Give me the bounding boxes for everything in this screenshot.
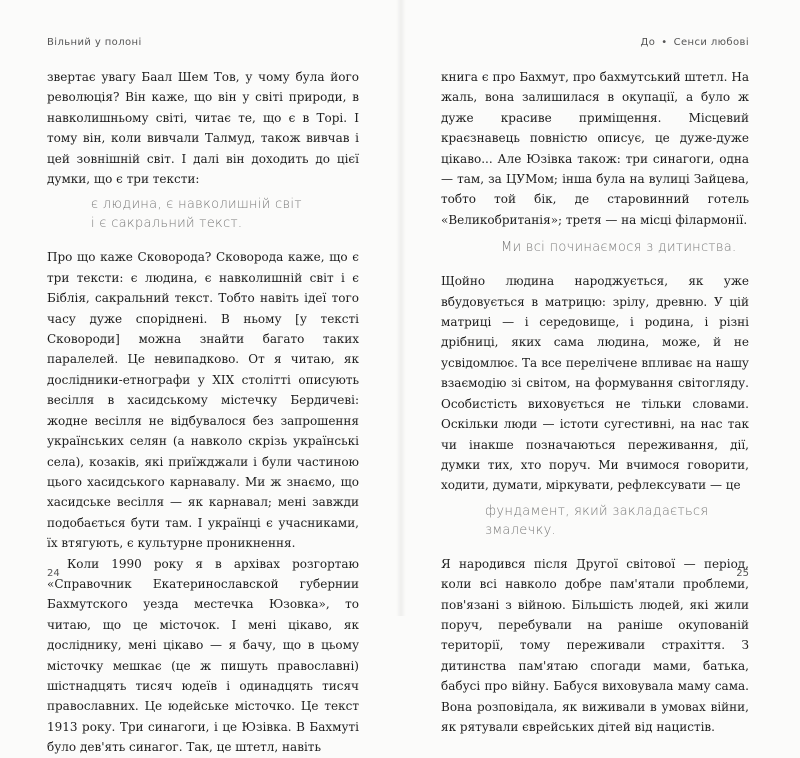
page-number-left: 24 — [47, 568, 60, 579]
pull-quote-line: Ми всі починаємося з дитинства. — [501, 240, 737, 256]
paragraph: Щойно людина народжується, як уже вбудовується в матрицю: зрілу, древню. У цій матриці — і середовище, і родина, і різні дрібниці, яких сама людина, може, й не усвідомлює. Та все перелічене впливає на нашу взаємодію зі світом, на формування світогляду. Особистість виховується не тільки словами. Оскільки люди — істоти сугестивні, на нас так чи інакше позначаються переживання, дії, думки тих, хто поруч. Ми вчимося говорити, ходити, думати, міркувати, рефлексувати — це — [441, 274, 749, 493]
running-header-left: Вільний у полоні — [47, 37, 142, 48]
paragraph: Коли 1990 року я в архівах розгортаю «Справочник Екатеринославской губернии Бахмутского уезда местечка Юзовка», то читаю, що це місточок. І мені цікаво, як досліднику, мені цікаво — я бачу, що в цьому місточку мешкає (це ж пишуть православні) шістнадцять тисяч юдеїв і одинадцять тисяч православних. Це юдейське місточко. Це текст 1913 року. Три синагоги, і це Юзівка. В Бахмуті було дев'ять синагог. Так, це штетл, навіть — [47, 556, 359, 755]
pull-quote-line: змалечку. — [485, 522, 557, 538]
paragraph: Я народився після Другої світової — період, коли всі навколо добре пам'ятали проблеми, пов'язані з війною. Більшість людей, які жили поруч, перебували на раніше окупованій території, тому переживали страхіття. З дитинства пам'ятаю спогади мами, батька, бабусі про війну. Бабуся виховувала маму сама. Вона розповідала, як виживали в умовах війни, як рятували єврейських дітей від нацистів. — [441, 556, 749, 734]
right-page — [400, 0, 800, 734]
pull-quote — [47, 195, 359, 233]
pull-quote — [441, 502, 749, 540]
running-header-section: До — [640, 37, 656, 48]
header-separator: • — [661, 37, 668, 48]
pull-quote-line: є людина, є навколишній світ — [91, 197, 302, 213]
left-page-body — [47, 67, 359, 758]
pull-quote-line: і є сакральний текст. — [91, 216, 243, 232]
right-page-body — [441, 67, 749, 737]
running-header-right — [641, 37, 749, 48]
left-page — [0, 0, 400, 755]
pull-quote-line: фундамент, який закладається — [485, 503, 709, 519]
pull-quote — [441, 238, 749, 257]
running-header-chapter: Сенси любові — [673, 37, 749, 48]
page-number-right: 25 — [736, 568, 749, 579]
paragraph: книга є про Бахмут, про бахмутський штетл. На жаль, вона залишилася в окупації, а було ж дуже красиве приміщення. Місцевий краєзнавець повністю описує, це дуже-дуже цікаво... Але Юзівка також: три синагоги, одна — там, за ЦУМом; інша була на вулиці Зайцева, тобто той бік, де старовинний готель «Великобританія»; третя — на місці філармонії. — [441, 70, 749, 227]
paragraph: звертає увагу Баал Шем Тов, у чому була його революція? Він каже, що він у світі природи, в навколишньому світі, читає те, що є в Торі. І тому він, коли вивчали Талмуд, також вивчав і цей зовнішній світ. І далі він доходить до цієї думки, що є три тексти: — [47, 70, 359, 187]
paragraph: Про що каже Сковорода? Сковорода каже, що є три тексти: є людина, є навколишній світ і є Біблія, сакральний текст. Тобто навіть ідеї того часу дуже споріднені. В ньому [у тексті Сковороди] можна знайти багато таких паралелей. Це невипадково. От я читаю, як дослідники-етнографи у XIX столітті описують весілля в хасидському містечку Бердичеві: жодне весілля не відбувалося без запрошення українських селян (а навколо скрізь українські села), козаків, які приїжджали і були частиною цього хасидського карнавалу. Ми ж знаємо, що хасидське весілля — як карнавал; мені завжди подобається бути там. І українці є учасниками, їх втягують, є культурне проникнення. — [47, 250, 359, 551]
